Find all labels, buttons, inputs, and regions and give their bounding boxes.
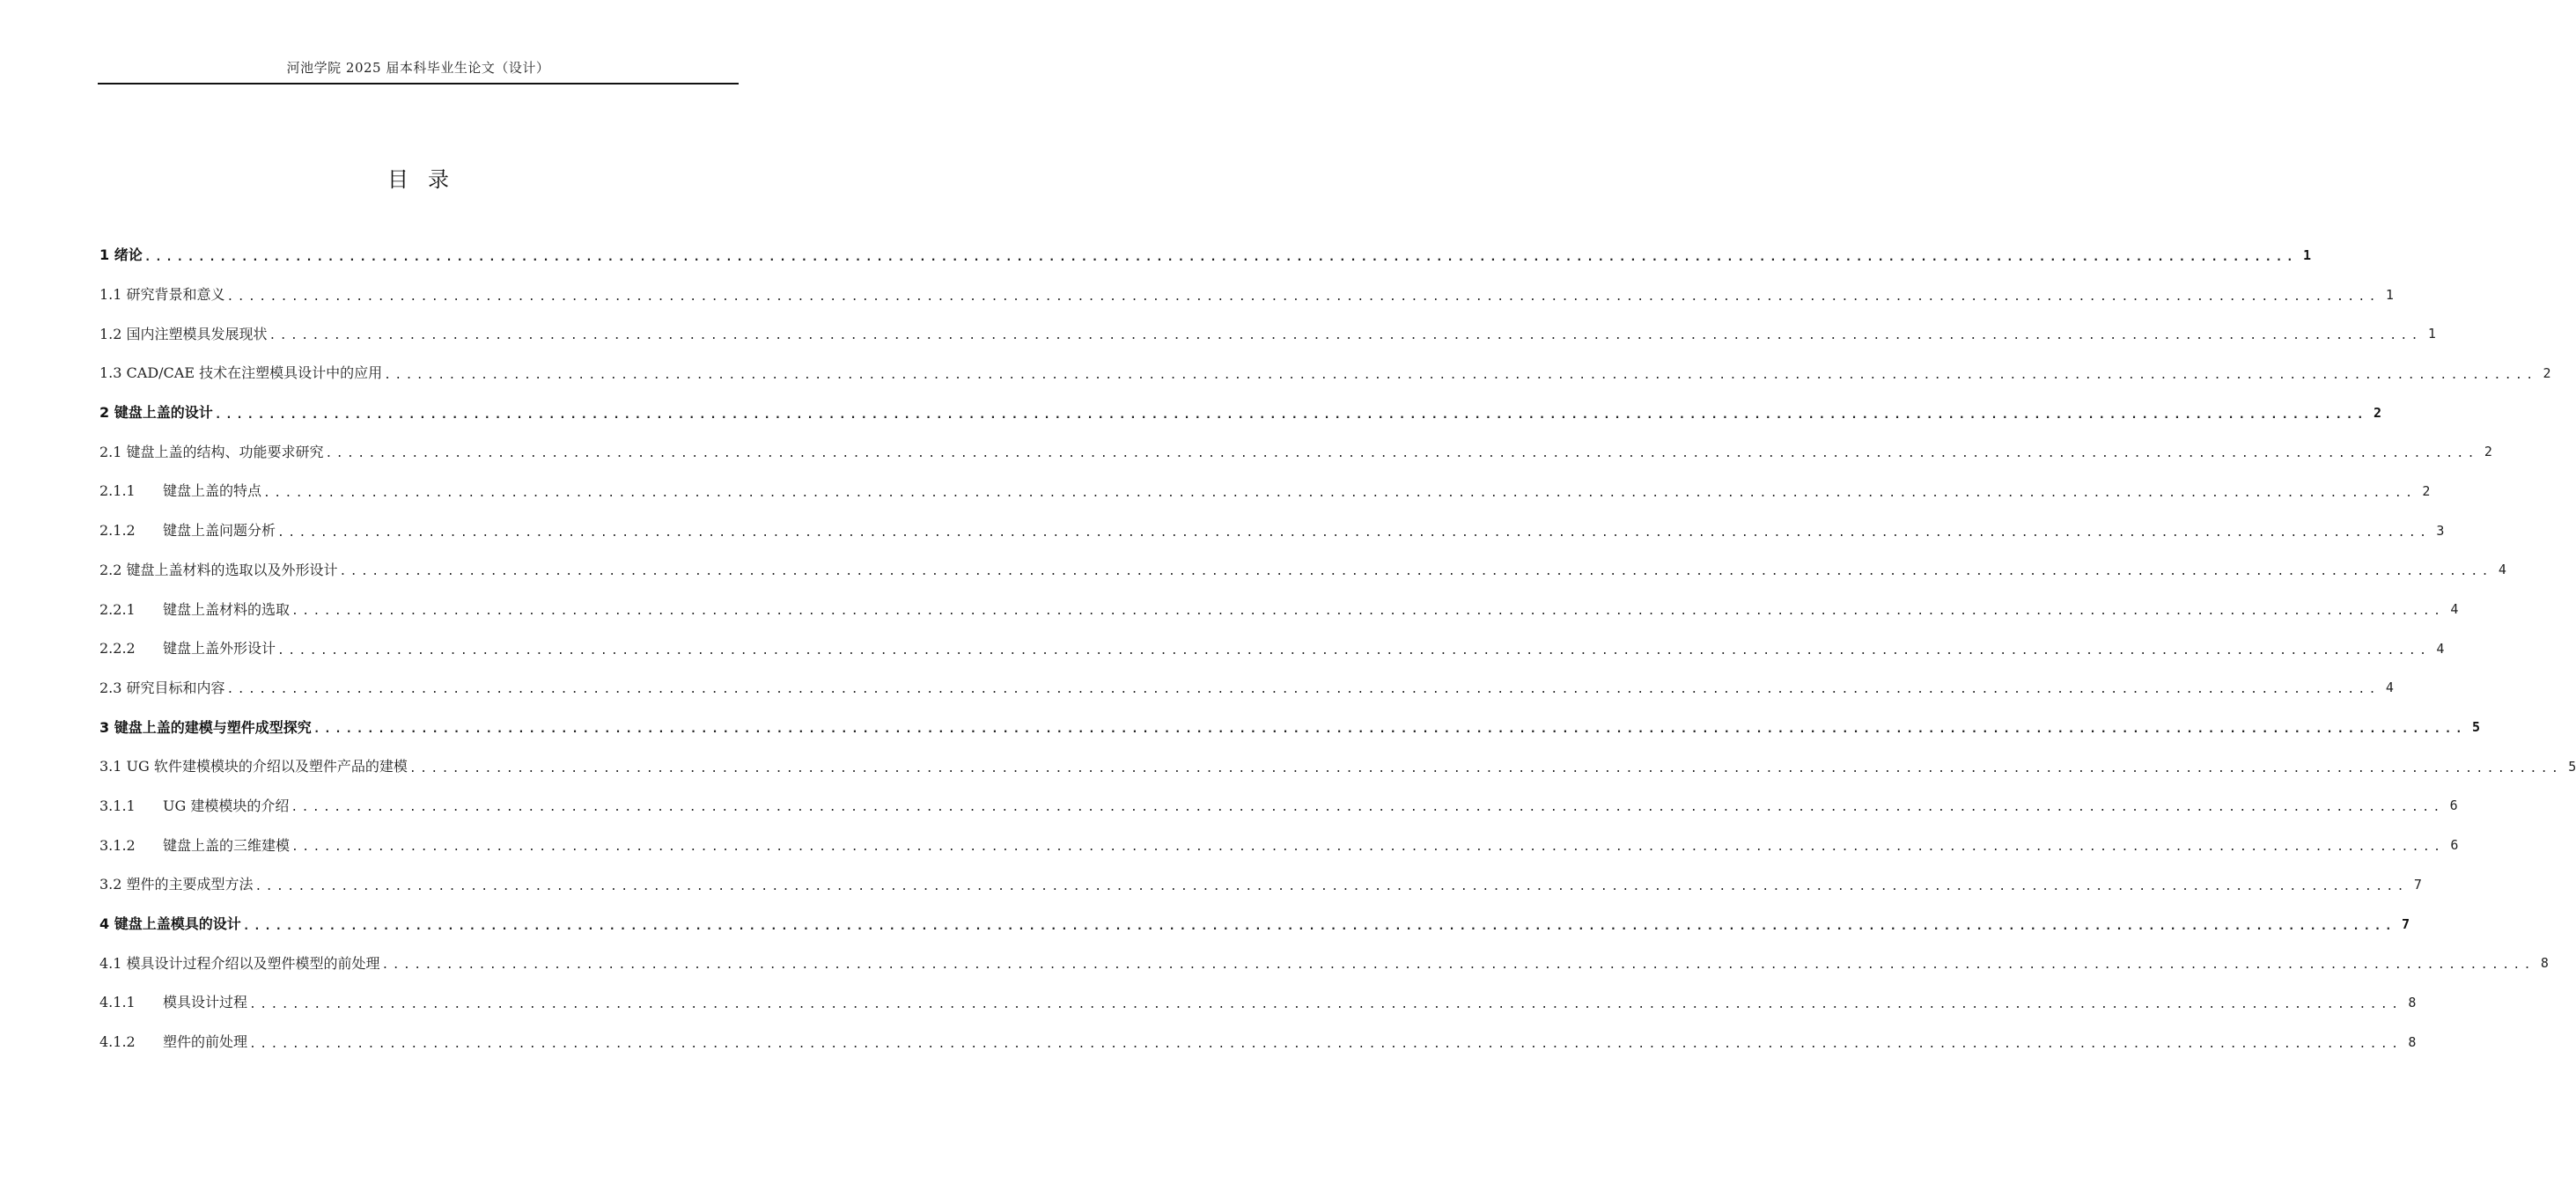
- toc-entry-page-number: 8: [2408, 994, 2417, 1010]
- toc-entry-page-number: 4: [2498, 562, 2506, 578]
- toc-entry-label: 键盘上盖材料的选取以及外形设计: [126, 561, 338, 578]
- toc-entry[interactable]: [99, 629, 2445, 669]
- toc-entry-label: 研究目标和内容: [126, 679, 225, 696]
- toc-entry[interactable]: [99, 983, 2417, 1023]
- toc-entry-label: 塑件的主要成型方法: [126, 876, 254, 893]
- toc-entry-number: 2.2: [99, 561, 127, 578]
- toc-entry-label: 键盘上盖的特点: [163, 482, 262, 500]
- toc-entry-page-number: 6: [2449, 797, 2458, 814]
- toc-dot-leader: ........................................................................................................................................................................................................: [249, 1037, 2403, 1051]
- toc-dot-leader: ........................................................................................................................................................................................................: [263, 486, 2417, 500]
- toc-entry[interactable]: [99, 432, 2492, 472]
- toc-entry-label: 键盘上盖的结构、功能要求研究: [126, 443, 324, 460]
- toc-entry-number: 1.3: [99, 364, 127, 382]
- toc-entry[interactable]: [99, 1023, 2417, 1062]
- toc-entry-number: 3.1: [99, 758, 127, 775]
- toc-entry-number: 3: [99, 718, 114, 736]
- toc-entry-page-number: 4: [2436, 640, 2445, 657]
- toc-entry-label: 研究背景和意义: [126, 286, 225, 304]
- toc-dot-leader: ........................................................................................................................................................................................................: [144, 250, 2298, 264]
- toc-entry-label: 键盘上盖外形设计: [163, 640, 276, 658]
- toc-entry-label: 模具设计过程介绍以及塑件模型的前处理: [126, 954, 380, 972]
- toc-entry-number: 1.1: [99, 286, 127, 304]
- toc-entry-page-number: 7: [2402, 915, 2410, 932]
- toc-entry[interactable]: [99, 354, 2551, 393]
- toc-entry-page-number: 2: [2374, 404, 2382, 421]
- toc-entry-number: 2.3: [99, 679, 127, 696]
- toc-entry-number: 4.1.2: [99, 1033, 136, 1051]
- toc-dot-leader: ........................................................................................................................................................................................................: [254, 879, 2408, 893]
- toc-entry-label: UG 软件建模模块的介绍以及塑件产品的建模: [126, 758, 408, 775]
- toc-entry-number: 2: [99, 404, 114, 422]
- toc-entry-number: 4: [99, 915, 114, 933]
- toc-dot-leader: ........................................................................................................................................................................................................: [269, 329, 2422, 343]
- toc-entry-label: 键盘上盖模具的设计: [114, 915, 241, 933]
- toc-entry-number: 2.2.2: [99, 640, 136, 658]
- toc-entry-page-number: 8: [2408, 1033, 2417, 1050]
- toc-entry-number: 2.1.2: [99, 522, 136, 540]
- toc-entry[interactable]: [99, 905, 2410, 944]
- toc-entry[interactable]: [99, 590, 2459, 629]
- toc-entry-number: 3.1.2: [99, 836, 136, 854]
- toc-entry-label: 绪论: [114, 246, 143, 264]
- toc-entry-page-number: 5: [2472, 719, 2481, 736]
- toc-entry-page-number: 8: [2540, 955, 2549, 972]
- toc-entry-page-number: 1: [2303, 246, 2312, 263]
- toc-entry-number: 2.1: [99, 443, 127, 460]
- toc-dot-leader: ........................................................................................................................................................................................................: [339, 565, 2492, 579]
- toc-entry-page-number: 5: [2568, 758, 2576, 775]
- toc-dot-leader: ........................................................................................................................................................................................................: [325, 447, 2478, 461]
- toc-entry-number: 4.1: [99, 954, 127, 972]
- toc-entry-label: 模具设计过程: [163, 994, 248, 1011]
- toc-entry[interactable]: [99, 669, 2394, 709]
- toc-entry-label: 键盘上盖的建模与塑件成型探究: [114, 718, 312, 736]
- toc-dot-leader: ........................................................................................................................................................................................................: [277, 525, 2431, 540]
- toc-entry[interactable]: [99, 236, 2312, 276]
- toc-dot-leader: ........................................................................................................................................................................................................: [408, 761, 2563, 775]
- toc-entry-page-number: 4: [2450, 601, 2459, 618]
- toc-entry-number: 2.1.1: [99, 482, 136, 500]
- toc-dot-leader: ........................................................................................................................................................................................................: [226, 683, 2380, 697]
- toc-dot-leader: ........................................................................................................................................................................................................: [226, 290, 2380, 304]
- toc-entry-page-number: 7: [2413, 876, 2422, 893]
- toc-entry-number: 1.2: [99, 325, 127, 342]
- toc-entry-page-number: 1: [2385, 286, 2394, 303]
- toc-entry-page-number: 2: [2543, 364, 2551, 381]
- toc-dot-leader: ........................................................................................................................................................................................................: [384, 368, 2537, 382]
- toc-entry-number: 3.1.1: [99, 797, 136, 814]
- toc-entry[interactable]: [99, 944, 2549, 983]
- toc-entry-label: 键盘上盖的设计: [114, 404, 213, 422]
- toc-entry-page-number: 1: [2427, 326, 2436, 342]
- toc-entry-label: 键盘上盖材料的选取: [163, 600, 291, 618]
- toc-entry-label: 键盘上盖的三维建模: [163, 836, 291, 854]
- toc-entry[interactable]: [99, 472, 2431, 511]
- toc-entry-label: CAD/CAE 技术在注塑模具设计中的应用: [126, 364, 383, 382]
- toc-entry[interactable]: [99, 787, 2458, 827]
- toc-entry[interactable]: [99, 865, 2422, 905]
- toc-entry[interactable]: [99, 393, 2382, 433]
- toc-entry[interactable]: [99, 826, 2459, 865]
- toc-dot-leader: ........................................................................................................................................................................................................: [277, 643, 2431, 658]
- toc-entry[interactable]: [99, 551, 2506, 591]
- toc-entry-label: 塑件的前处理: [163, 1033, 248, 1051]
- toc-dot-leader: ........................................................................................................................................................................................................: [242, 919, 2396, 933]
- toc-title: 目录: [387, 167, 468, 192]
- toc-entry[interactable]: [99, 747, 2576, 787]
- toc-entry[interactable]: [99, 708, 2481, 747]
- toc-entry-label: UG 建模模块的介绍: [163, 797, 290, 814]
- toc-entry-number: 3.2: [99, 876, 127, 893]
- toc-entry-page-number: 3: [2436, 522, 2445, 539]
- toc-dot-leader: ........................................................................................................................................................................................................: [291, 605, 2445, 619]
- toc-dot-leader: ........................................................................................................................................................................................................: [291, 801, 2444, 815]
- header-rule: [98, 83, 739, 84]
- toc-entry[interactable]: [99, 511, 2445, 551]
- toc-entry-page-number: 2: [2484, 444, 2492, 460]
- toc-entry-page-number: 4: [2385, 680, 2394, 696]
- toc-dot-leader: ........................................................................................................................................................................................................: [313, 723, 2467, 737]
- toc-entry-number: 4.1.1: [99, 994, 136, 1011]
- toc-entry[interactable]: [99, 276, 2394, 315]
- toc-entry-number: 2.2.1: [99, 600, 136, 618]
- running-header: 河池学院 2025 届本科毕业生论文（设计）: [286, 60, 550, 76]
- toc-entry-page-number: 6: [2450, 837, 2459, 854]
- toc-entry-page-number: 2: [2422, 482, 2431, 499]
- toc-dot-leader: ........................................................................................................................................................................................................: [214, 408, 2368, 422]
- table-of-contents: [99, 236, 2576, 1062]
- toc-entry-label: 国内注塑模具发展现状: [126, 325, 268, 342]
- toc-dot-leader: ........................................................................................................................................................................................................: [249, 997, 2403, 1011]
- toc-dot-leader: ........................................................................................................................................................................................................: [291, 841, 2445, 855]
- toc-entry-label: 键盘上盖问题分析: [163, 522, 276, 540]
- toc-dot-leader: ........................................................................................................................................................................................................: [381, 959, 2535, 973]
- toc-entry-number: 1: [99, 246, 114, 264]
- toc-entry[interactable]: [99, 314, 2436, 354]
